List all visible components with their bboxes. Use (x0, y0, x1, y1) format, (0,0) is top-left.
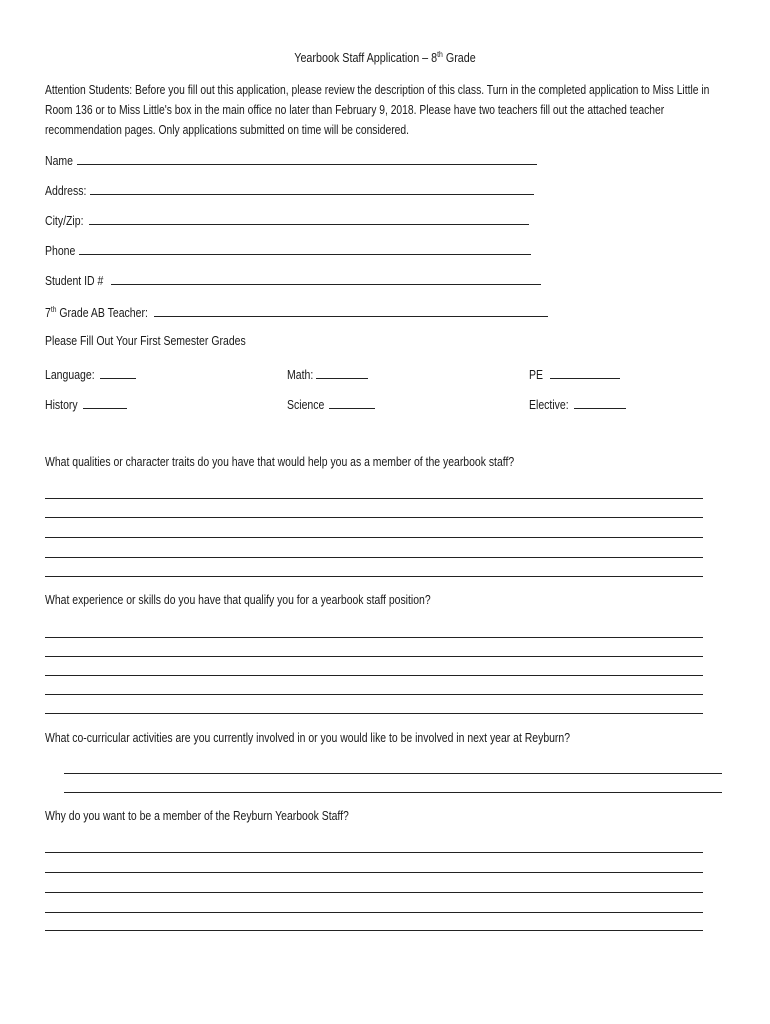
student-id-label: Student ID # (45, 274, 104, 288)
student-id-field[interactable] (45, 270, 541, 288)
answer-line[interactable] (45, 557, 703, 558)
math-blank[interactable] (316, 378, 368, 379)
address-label: Address: (45, 184, 87, 198)
name-label: Name (45, 154, 74, 168)
answer-line[interactable] (45, 912, 703, 913)
history-grade-field[interactable] (45, 394, 127, 412)
answer-line[interactable] (45, 637, 703, 638)
city-zip-label: City/Zip: (45, 214, 84, 228)
document-title: Yearbook Staff Application – 8th Grade (294, 50, 476, 66)
pe-label: PE (529, 368, 544, 382)
answer-line[interactable] (45, 713, 703, 714)
language-grade-field[interactable] (45, 364, 136, 382)
pe-blank[interactable] (550, 378, 620, 379)
student-id-blank[interactable] (111, 284, 541, 285)
question-qualities: What qualities or character traits do you have that would help you as a member of the yearbook staff? (45, 455, 515, 469)
answer-line[interactable] (45, 576, 703, 577)
teacher-field[interactable] (45, 302, 548, 320)
math-grade-field[interactable] (287, 364, 368, 382)
answer-line[interactable] (45, 930, 703, 931)
name-blank[interactable] (77, 164, 537, 165)
science-label: Science (287, 398, 325, 412)
name-field[interactable] (45, 150, 537, 168)
address-blank[interactable] (90, 194, 534, 195)
grades-heading: Please Fill Out Your First Semester Grades (45, 334, 246, 348)
answer-line[interactable] (45, 656, 703, 657)
question-activities: What co-curricular activities are you currently involved in or you would like to be involved in next year at Reyburn? (45, 731, 571, 745)
elective-label: Elective: (529, 398, 569, 412)
answer-line[interactable] (45, 694, 703, 695)
language-blank[interactable] (100, 378, 136, 379)
history-label: History (45, 398, 78, 412)
question-why-join: Why do you want to be a member of the Reyburn Yearbook Staff? (45, 809, 349, 823)
teacher-label: 7th Grade AB Teacher: (45, 304, 148, 320)
science-blank[interactable] (329, 408, 375, 409)
history-blank[interactable] (83, 408, 127, 409)
instructions-paragraph: Attention Students: Before you fill out this application, please review the description of this class. Turn in the completed application to Miss Little in Room 136 or to Miss Little's box in the main office no later than February 9, 2018. Please have two teachers fill out the attached teacher recommendation pages. Only applications submitted on time will be considered. (45, 83, 710, 137)
city-zip-blank[interactable] (89, 224, 529, 225)
science-grade-field[interactable] (287, 394, 375, 412)
phone-field[interactable] (45, 240, 531, 258)
answer-line[interactable] (64, 773, 722, 774)
answer-line[interactable] (64, 792, 722, 793)
question-experience: What experience or skills do you have that qualify you for a yearbook staff position? (45, 593, 431, 607)
elective-grade-field[interactable] (529, 394, 626, 412)
teacher-blank[interactable] (154, 316, 548, 317)
answer-line[interactable] (45, 872, 703, 873)
city-zip-field[interactable] (45, 210, 529, 228)
elective-blank[interactable] (574, 408, 626, 409)
address-field[interactable] (45, 180, 534, 198)
phone-blank[interactable] (79, 254, 531, 255)
answer-line[interactable] (45, 537, 703, 538)
answer-line[interactable] (45, 498, 703, 499)
answer-line[interactable] (45, 852, 703, 853)
phone-label: Phone (45, 244, 76, 258)
pe-grade-field[interactable] (529, 364, 620, 382)
answer-line[interactable] (45, 892, 703, 893)
answer-line[interactable] (45, 517, 703, 518)
math-label: Math: (287, 368, 314, 382)
language-label: Language: (45, 368, 95, 382)
answer-line[interactable] (45, 675, 703, 676)
